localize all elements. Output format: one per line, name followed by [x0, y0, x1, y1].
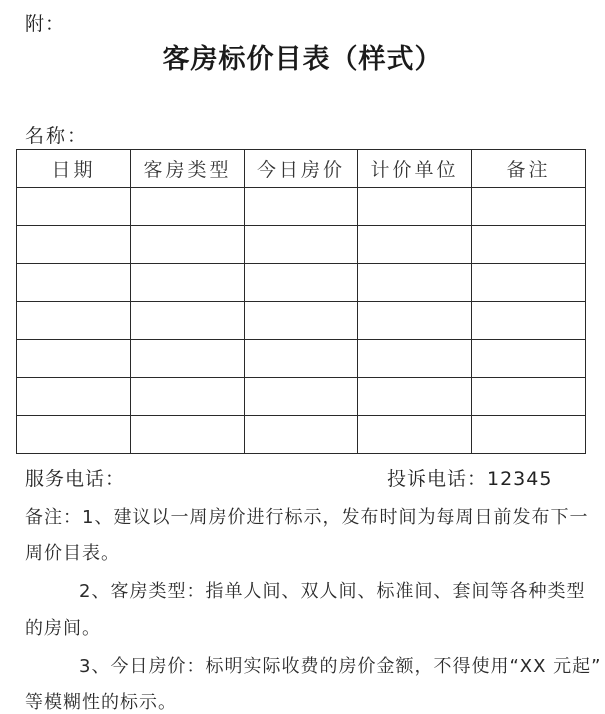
note-2-line-2: 的房间。 — [25, 618, 101, 639]
table-cell — [358, 340, 472, 378]
table-cell — [245, 302, 358, 340]
table-cell — [17, 340, 131, 378]
table-cell — [131, 226, 245, 264]
note-1-line-1: 备注：1、建议以一周房价进行标示，发布时间为每周日前发布下一 — [25, 507, 589, 528]
table-cell — [245, 226, 358, 264]
table-cell — [245, 188, 358, 226]
table-cell — [245, 340, 358, 378]
table-cell — [358, 378, 472, 416]
note-3-line-2: 等模糊性的标示。 — [25, 692, 177, 713]
note-2-line-1: 2、客房类型：指单人间、双人间、标准间、套间等各种类型 — [79, 581, 586, 602]
table-cell — [131, 302, 245, 340]
complaint-phone: 投诉电话：12345 — [387, 468, 553, 490]
table-cell — [131, 340, 245, 378]
table-row — [17, 378, 586, 416]
header-remarks: 备注 — [472, 150, 586, 188]
attachment-label: 附： — [25, 13, 66, 35]
table-cell — [17, 416, 131, 454]
table-cell — [17, 378, 131, 416]
table-cell — [245, 378, 358, 416]
name-label: 名称： — [25, 125, 89, 147]
table-cell — [17, 264, 131, 302]
table-row — [17, 340, 586, 378]
table-cell — [131, 264, 245, 302]
page-title: 客房标价目表（样式） — [162, 44, 443, 75]
table-cell — [17, 302, 131, 340]
table-cell — [472, 378, 586, 416]
table-header-row — [17, 150, 586, 188]
table-cell — [472, 416, 586, 454]
note-3-line-1: 3、今日房价：标明实际收费的房价金额，不得使用“XX 元起” — [79, 656, 602, 677]
table-row — [17, 416, 586, 454]
table-row — [17, 264, 586, 302]
table-row — [17, 302, 586, 340]
note-1-line-2: 周价目表。 — [25, 543, 120, 564]
table-cell — [472, 340, 586, 378]
table-cell — [17, 188, 131, 226]
table-cell — [245, 264, 358, 302]
table-cell — [358, 416, 472, 454]
table-cell — [472, 264, 586, 302]
table-cell — [131, 416, 245, 454]
table-cell — [358, 264, 472, 302]
price-table — [16, 149, 586, 454]
header-pricing-unit: 计价单位 — [358, 150, 472, 188]
table-cell — [17, 226, 131, 264]
table-row — [17, 226, 586, 264]
table-cell — [358, 226, 472, 264]
service-phone-label: 服务电话： — [25, 468, 126, 490]
header-date: 日期 — [17, 150, 131, 188]
table-cell — [358, 188, 472, 226]
table-cell — [358, 302, 472, 340]
header-room-type: 客房类型 — [131, 150, 245, 188]
table-cell — [131, 188, 245, 226]
table-cell — [472, 226, 586, 264]
table-cell — [472, 302, 586, 340]
header-today-price: 今日房价 — [245, 150, 358, 188]
table-cell — [131, 378, 245, 416]
table-cell — [472, 188, 586, 226]
table-cell — [245, 416, 358, 454]
table-row — [17, 188, 586, 226]
